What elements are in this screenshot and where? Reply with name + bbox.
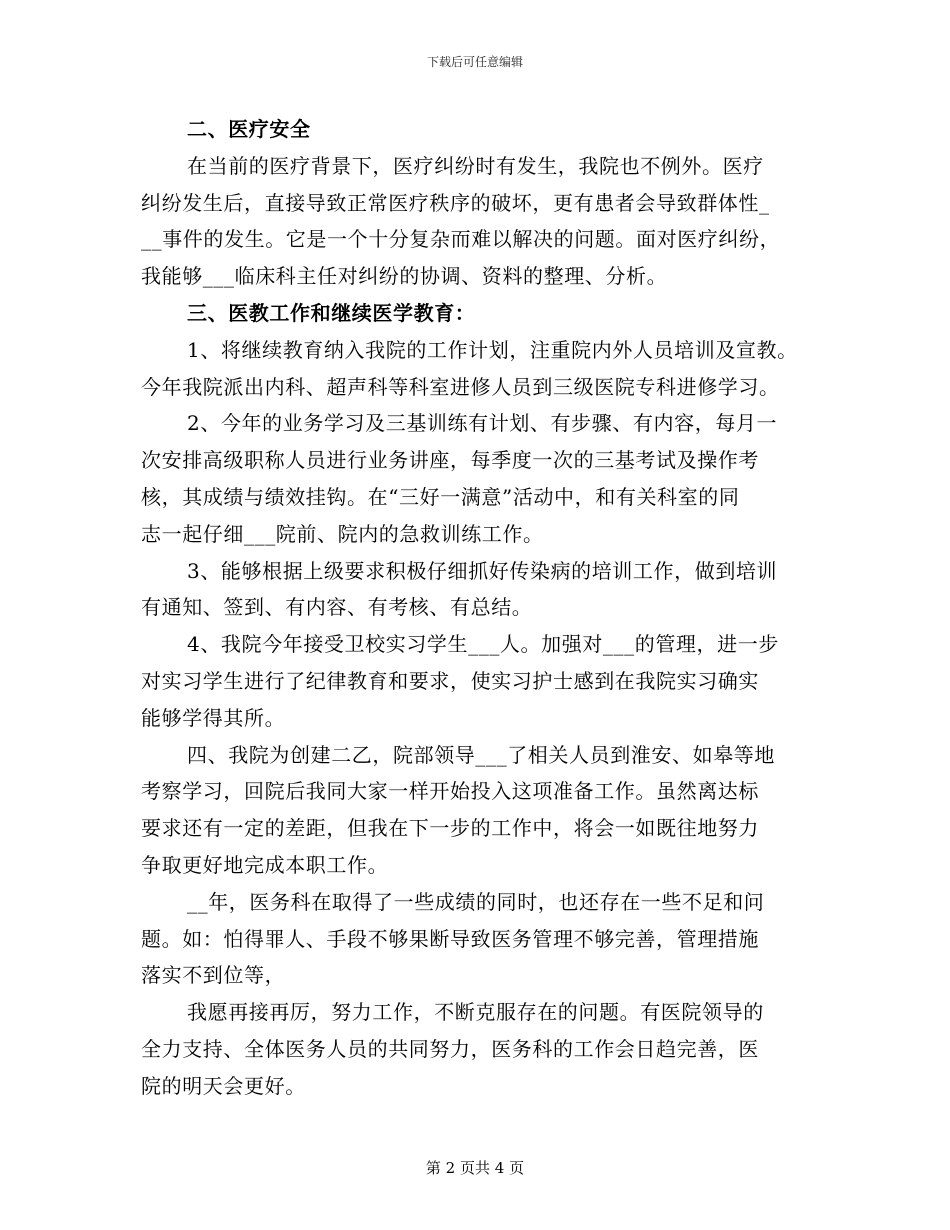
- text-line: __年，医务科在取得了一些成绩的同时，也还存在一些不足和问: [187, 889, 765, 914]
- text-line: 我愿再接再厉，努力工作，不断克服存在的问题。有医院领导的: [187, 1000, 764, 1025]
- section-heading: 二、医疗安全: [187, 117, 311, 141]
- document-body: [141, 111, 821, 1105]
- text-line: 对实习学生进行了纪律教育和要求，使实习护士感到在我院实习确实: [141, 668, 759, 693]
- page-header: 下载后可任意编辑: [426, 55, 523, 69]
- section-heading: 三、医教工作和继续医学教育：: [187, 300, 476, 325]
- text-line: 落实不到位等，: [141, 963, 286, 988]
- text-line: 争取更好地完成本职工作。: [141, 852, 389, 877]
- text-line: 全力支持、全体医务人员的共同努力，医务科的工作会日趋完善，医: [141, 1036, 759, 1061]
- text-line: 志一起仔细___院前、院内的急救训练工作。: [141, 521, 544, 546]
- text-line: 2、今年的业务学习及三基训练有计划、有步骤、有内容，每月一: [187, 411, 778, 436]
- text-line: 四、我院为创建二乙，院部领导___了相关人员到淮安、如皋等地: [187, 742, 775, 767]
- text-line: 3、能够根据上级要求积极仔细抓好传染病的培训工作，做到培训: [187, 558, 778, 583]
- page-footer: 第 2 页共 4 页: [425, 1159, 525, 1177]
- text-line: 核，其成绩与绩效挂钩。在“三好一满意”活动中，和有关科室的同: [141, 484, 740, 509]
- text-line: 要求还有一定的差距，但我在下一步的工作中，将会一如既往地努力: [141, 816, 759, 841]
- text-line: 院的明天会更好。: [141, 1073, 306, 1098]
- text-line: 次安排高级职称人员进行业务讲座，每季度一次的三基考试及操作考: [141, 448, 759, 473]
- text-line: 有通知、签到、有内容、有考核、有总结。: [141, 595, 533, 620]
- text-line: 能够学得其所。: [141, 705, 286, 730]
- text-line: 题。如：怕得罪人、手段不够果断导致医务管理不够完善，管理措施: [141, 926, 759, 951]
- text-line: __事件的发生。它是一个十分复杂而难以解决的问题。面对医疗纠纷，: [141, 227, 781, 252]
- text-line: 今年我院派出内科、超声科等科室进修人员到三级医院专科进修学习。: [141, 374, 780, 399]
- text-line: 在当前的医疗背景下，医疗纠纷时有发生，我院也不例外。医疗: [187, 153, 764, 178]
- text-line: 1、将继续教育纳入我院的工作计划，注重院内外人员培训及宣教。: [187, 337, 798, 362]
- text-line: 考察学习，回院后我同大家一样开始投入这项准备工作。虽然离达标: [141, 779, 759, 804]
- text-line: 纠纷发生后，直接导致正常医疗秩序的破坏，更有患者会导致群体性_: [141, 190, 770, 215]
- text-line: 我能够___临床科主任对纠纷的协调、资料的整理、分析。: [141, 264, 668, 289]
- text-line: 4、我院今年接受卫校实习学生___人。加强对___的管理，进一步: [187, 632, 779, 657]
